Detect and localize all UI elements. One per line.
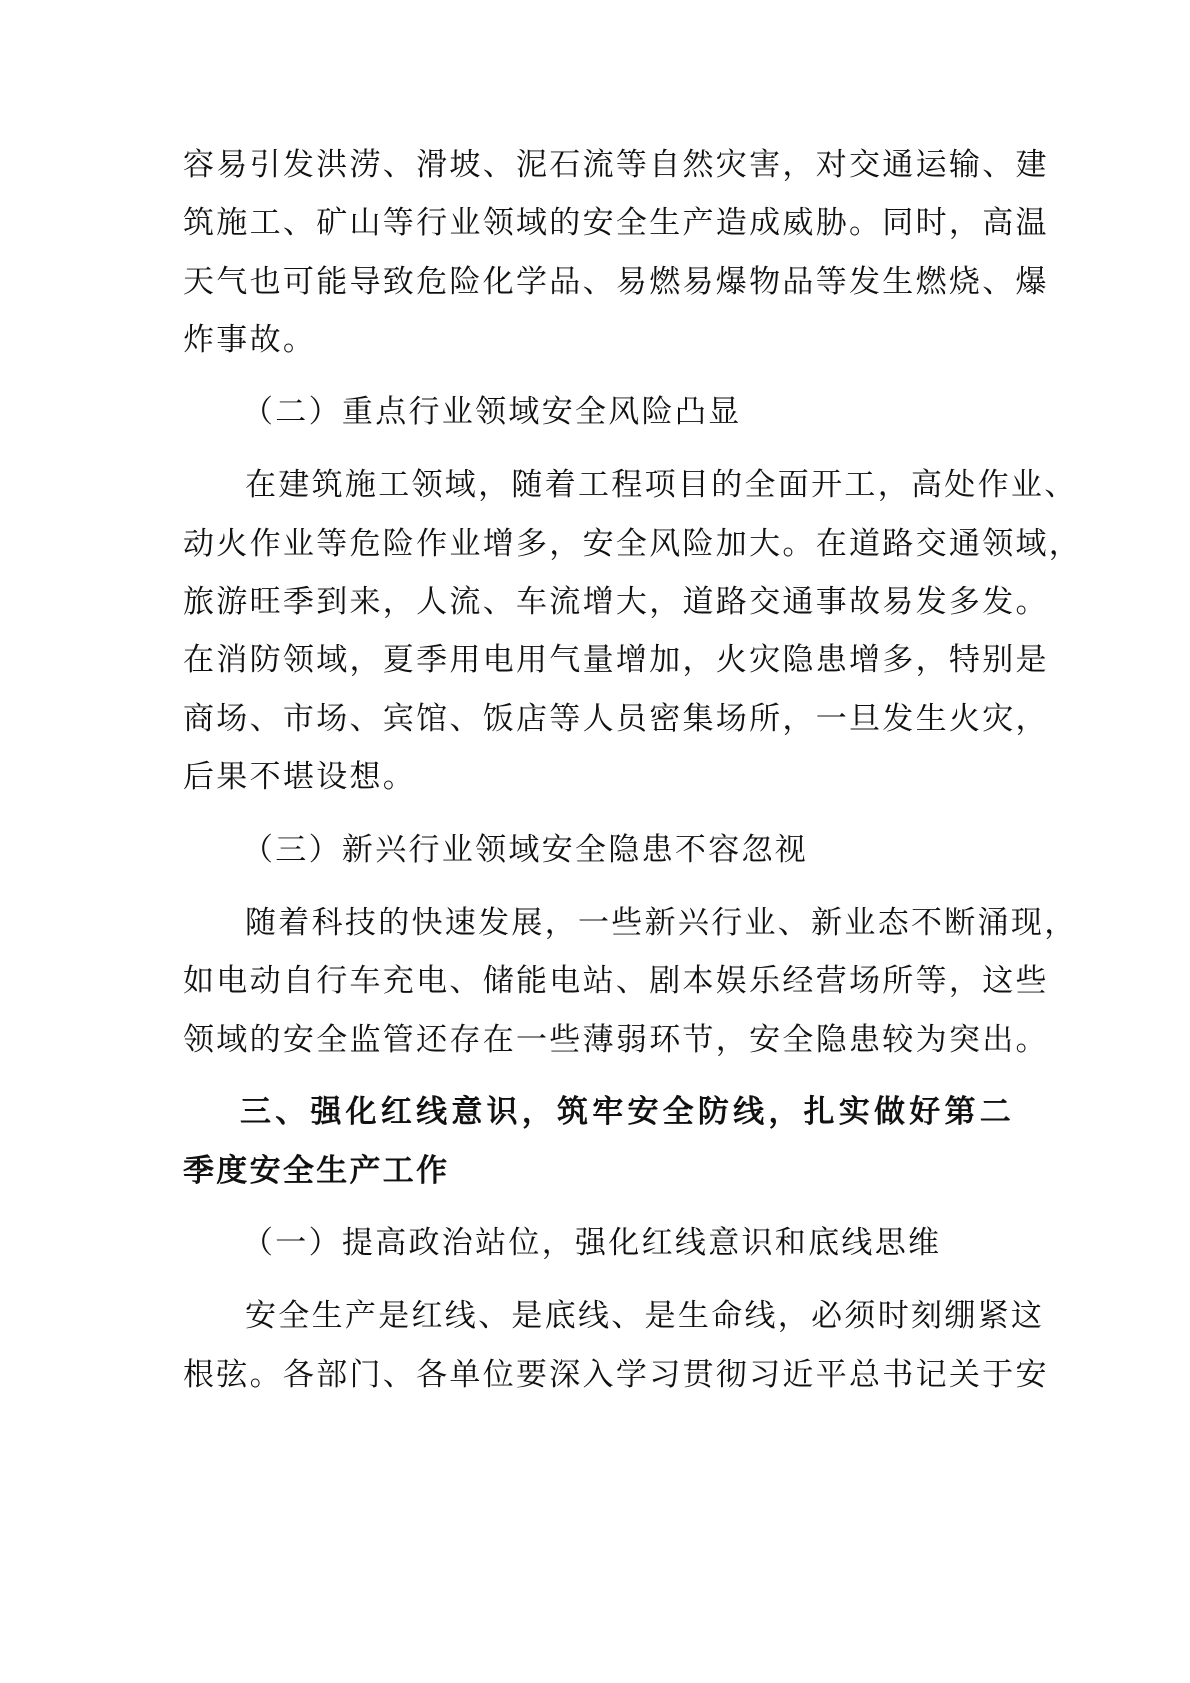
- subheading-1: （一）提高政治站位，强化红线意识和底线思维: [242, 1225, 942, 1261]
- subheading-3: （三）新兴行业领域安全隐患不容忽视: [242, 832, 809, 868]
- paragraph-line: 安全生产是红线、是底线、是生命线，必须时刻绷紧这: [245, 1298, 1045, 1334]
- paragraph-line: 筑施工、矿山等行业领域的安全生产造成威胁。同时，高温: [183, 205, 1049, 241]
- paragraph-line: 商场、市场、宾馆、饭店等人员密集场所，一旦发生火灾，: [183, 701, 1049, 737]
- paragraph-line: 如电动自行车充电、储能电站、剧本娱乐经营场所等，这些: [183, 963, 1049, 999]
- paragraph-line: 后果不堪设想。: [183, 759, 417, 795]
- paragraph-line: 领域的安全监管还存在一些薄弱环节，安全隐患较为突出。: [183, 1022, 1049, 1058]
- paragraph-line: 旅游旺季到来，人流、车流增大，道路交通事故易发多发。: [183, 584, 1049, 620]
- paragraph-line: 在建筑施工领域，随着工程项目的全面开工，高处作业、: [245, 467, 1078, 503]
- paragraph-line: 容易引发洪涝、滑坡、泥石流等自然灾害，对交通运输、建: [183, 147, 1049, 183]
- paragraph-line: 炸事故。: [183, 322, 317, 358]
- paragraph-line: 根弦。各部门、各单位要深入学习贯彻习近平总书记关于安: [183, 1357, 1049, 1393]
- section-heading: 三、强化红线意识，筑牢安全防线，扎实做好第二: [240, 1094, 1013, 1130]
- section-heading: 季度安全生产工作: [183, 1153, 450, 1189]
- paragraph-line: 随着科技的快速发展，一些新兴行业、新业态不断涌现，: [245, 905, 1078, 941]
- paragraph-line: 天气也可能导致危险化学品、易燃易爆物品等发生燃烧、爆: [183, 264, 1049, 300]
- paragraph-line: 在消防领域，夏季用电用气量增加，火灾隐患增多，特别是: [183, 642, 1049, 678]
- subheading-2: （二）重点行业领域安全风险凸显: [242, 394, 742, 430]
- paragraph-line: 动火作业等危险作业增多，安全风险加大。在道路交通领域，: [183, 526, 1083, 562]
